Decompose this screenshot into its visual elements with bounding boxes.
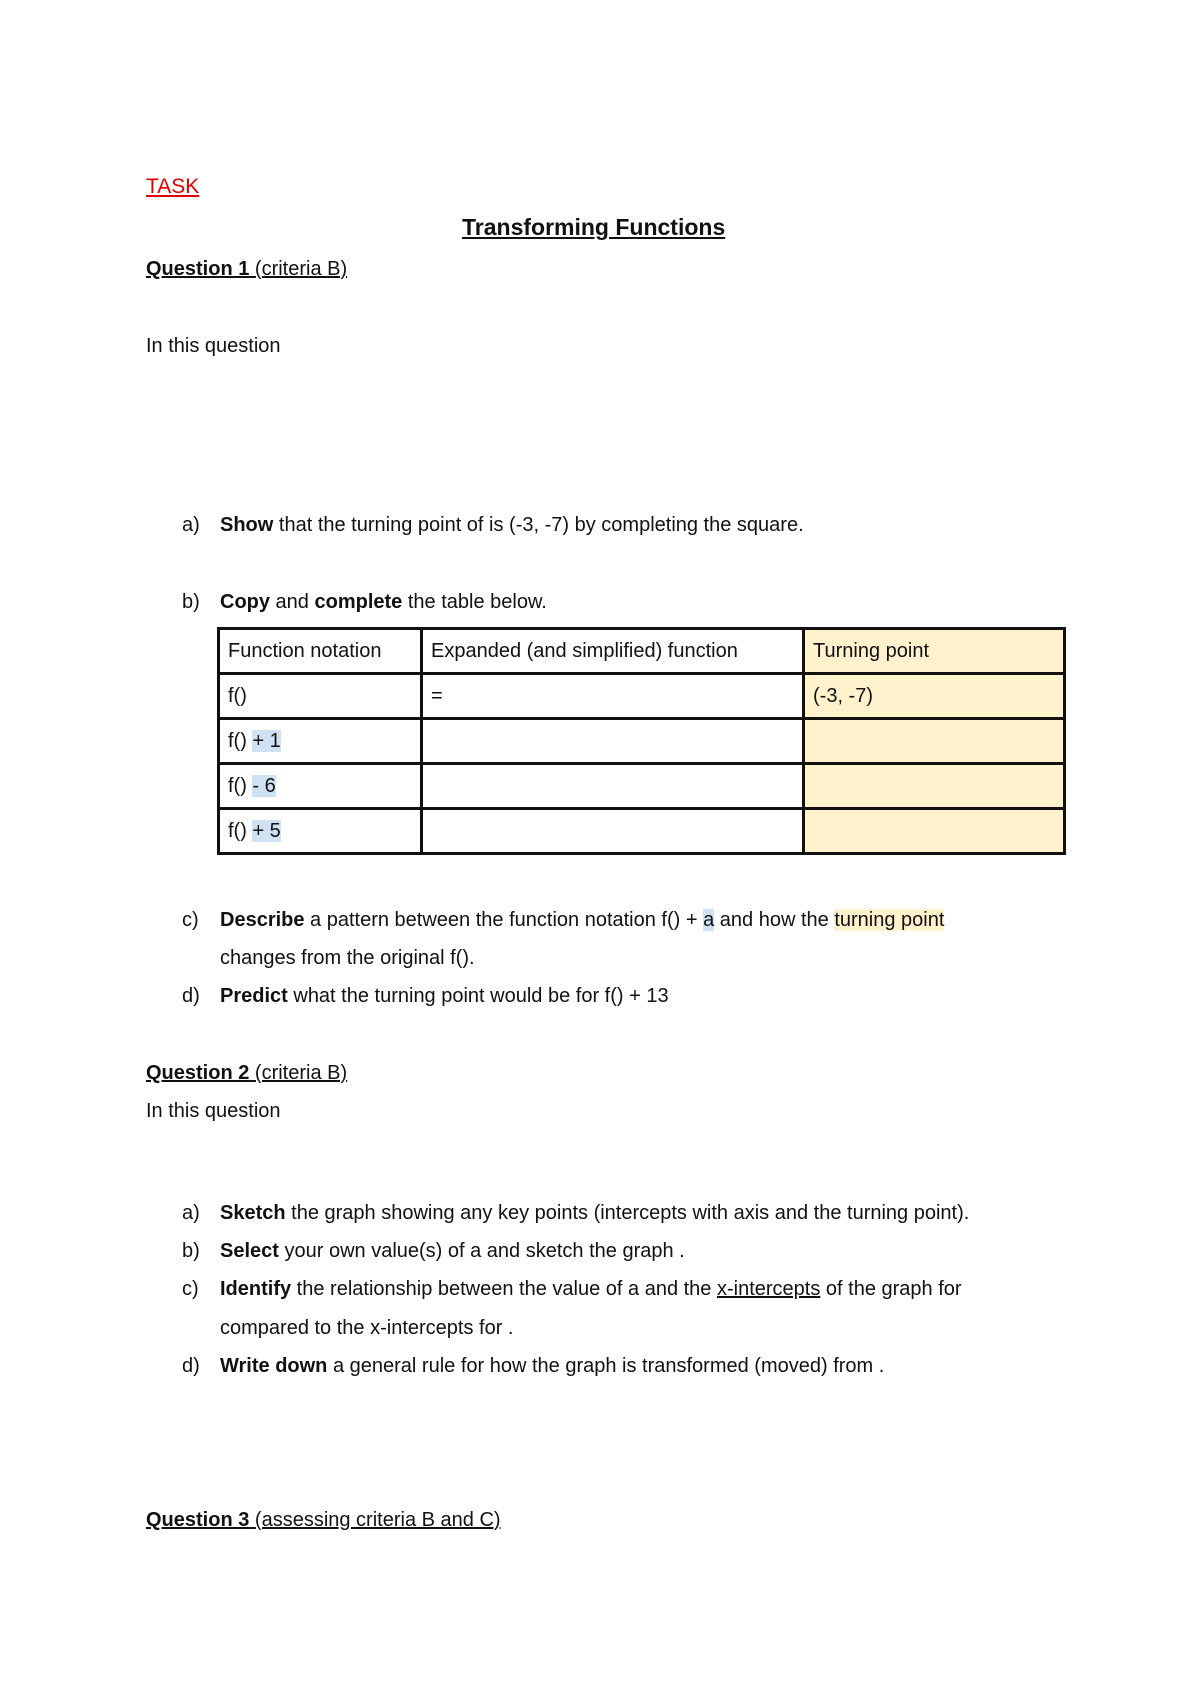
table-cell-turning-point xyxy=(804,809,1065,854)
table-header-cell: Expanded (and simplified) function xyxy=(422,629,804,674)
q1-b-verb2: complete xyxy=(314,591,403,613)
table-cell-function xyxy=(219,809,422,854)
q2-d-marker: d) xyxy=(182,1355,200,1377)
q3-heading-label: Question 3 xyxy=(146,1509,255,1531)
q2-heading xyxy=(146,1061,347,1085)
q2-item-c xyxy=(182,1277,962,1301)
q2-criteria: (criteria B) xyxy=(254,1062,348,1084)
q2-b-text: your own value(s) of a and sketch the graph . xyxy=(278,1240,685,1262)
q2-a-marker: a) xyxy=(182,1202,200,1224)
q2-d-verb: Write down xyxy=(220,1355,328,1377)
q2-c-verb: Identify xyxy=(220,1278,292,1300)
table-row xyxy=(219,719,1065,764)
q1-b-mid: and xyxy=(270,591,315,613)
q2-c-marker: c) xyxy=(182,1278,199,1300)
q2-a-verb: Sketch xyxy=(220,1202,286,1224)
q2-c-text1: the relationship between the value of a and the xyxy=(291,1278,717,1300)
function-shift: + 5 xyxy=(252,820,281,842)
q2-item-b xyxy=(182,1239,685,1263)
q1-heading xyxy=(146,257,347,281)
table-cell-turning-point xyxy=(804,719,1065,764)
q1-c-highlight-a: a xyxy=(703,909,715,931)
table-cell-expanded xyxy=(422,719,804,764)
q2-item-a xyxy=(182,1201,969,1225)
table-cell-expanded: = xyxy=(422,674,804,719)
table-cell-expanded xyxy=(422,764,804,809)
table-cell-function xyxy=(219,719,422,764)
q2-heading-label: Question 2 xyxy=(146,1062,255,1084)
q2-d-text: a general rule for how the graph is transformed (moved) from . xyxy=(327,1355,885,1377)
q1-a-verb: Show xyxy=(220,514,274,536)
q1-a-text: that the turning point of is (-3, -7) by completing the square. xyxy=(273,514,804,536)
q2-c-underlined-x-intercepts: x-intercepts xyxy=(716,1278,821,1300)
q1-b-marker: b) xyxy=(182,591,200,613)
q1-c-line2: changes from the original f(). xyxy=(220,947,475,969)
q2-c-line2: compared to the x-intercepts for . xyxy=(220,1317,514,1339)
q1-intro: In this question xyxy=(146,335,281,357)
q1-c-highlight-turning-point: turning point xyxy=(834,909,945,931)
q1-criteria: (criteria B) xyxy=(254,258,348,280)
task-label: TASK xyxy=(146,175,200,198)
q2-b-verb: Select xyxy=(220,1240,279,1262)
turning-point-table xyxy=(217,627,1066,855)
q2-item-d xyxy=(182,1354,884,1378)
q3-criteria: (assessing criteria B and C) xyxy=(254,1509,501,1531)
table-row xyxy=(219,809,1065,854)
q3-heading xyxy=(146,1508,501,1532)
q1-a-marker: a) xyxy=(182,514,200,536)
table-cell-expanded xyxy=(422,809,804,854)
table-header-cell: Function notation xyxy=(219,629,422,674)
function-base: f() xyxy=(228,820,253,842)
q1-d-verb: Predict xyxy=(220,985,288,1007)
q2-a-text: the graph showing any key points (intercepts with axis and the turning point). xyxy=(285,1202,970,1224)
table-row xyxy=(219,674,1065,719)
q1-c-text1: a pattern between the function notation f() + xyxy=(304,909,704,931)
function-base: f() xyxy=(228,730,253,752)
function-base: f() xyxy=(228,775,253,797)
function-shift: - 6 xyxy=(252,775,276,797)
q1-b-verb1: Copy xyxy=(220,591,270,613)
q1-item-d xyxy=(182,984,669,1008)
q1-c-verb: Describe xyxy=(220,909,305,931)
table-header-row xyxy=(219,629,1065,674)
table-cell-turning-point: (-3, -7) xyxy=(804,674,1065,719)
function-base: f() xyxy=(228,685,247,707)
q1-c-text2: and how the xyxy=(714,909,835,931)
q1-b-text: the table below. xyxy=(402,591,547,613)
q2-intro: In this question xyxy=(146,1100,281,1122)
q1-item-c xyxy=(182,908,944,932)
q2-b-marker: b) xyxy=(182,1240,200,1262)
table-cell-turning-point xyxy=(804,764,1065,809)
table-cell-function xyxy=(219,674,422,719)
table-row xyxy=(219,764,1065,809)
q1-d-text: what the turning point would be for f() + 13 xyxy=(287,985,669,1007)
table-cell-function xyxy=(219,764,422,809)
q1-heading-label: Question 1 xyxy=(146,258,255,280)
q2-c-text2: of the graph for xyxy=(820,1278,962,1300)
page-title: Transforming Functions xyxy=(462,214,726,240)
q1-d-marker: d) xyxy=(182,985,200,1007)
q1-item-b xyxy=(182,590,547,614)
q1-c-marker: c) xyxy=(182,909,199,931)
q1-item-a xyxy=(182,513,804,537)
function-shift: + 1 xyxy=(252,730,281,752)
table-header-cell: Turning point xyxy=(804,629,1065,674)
